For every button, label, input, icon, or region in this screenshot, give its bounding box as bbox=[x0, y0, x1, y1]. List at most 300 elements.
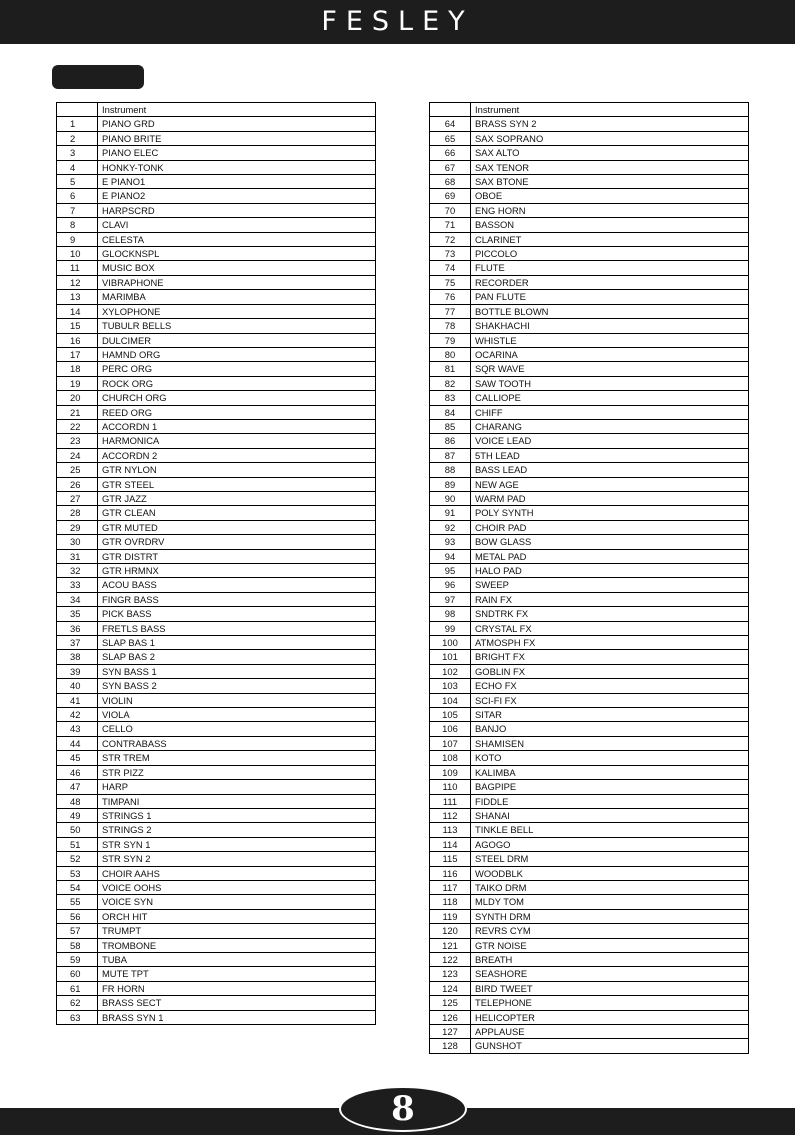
table-row bbox=[430, 117, 749, 131]
table-row bbox=[57, 837, 376, 851]
instrument-name: CHOIR PAD bbox=[471, 520, 749, 534]
instrument-number: 13 bbox=[57, 290, 98, 304]
table-row bbox=[430, 347, 749, 361]
instrument-number: 99 bbox=[430, 621, 471, 635]
instrument-number: 68 bbox=[430, 175, 471, 189]
table-row bbox=[430, 218, 749, 232]
table-row bbox=[430, 189, 749, 203]
table-row bbox=[430, 1039, 749, 1053]
instrument-name: CONTRABASS bbox=[98, 736, 376, 750]
table-row bbox=[430, 304, 749, 318]
instrument-name: ATMOSPH FX bbox=[471, 636, 749, 650]
table-row bbox=[57, 852, 376, 866]
instrument-name: GLOCKNSPL bbox=[98, 247, 376, 261]
instrument-name: CHIFF bbox=[471, 405, 749, 419]
instrument-number: 6 bbox=[57, 189, 98, 203]
instrument-number: 70 bbox=[430, 203, 471, 217]
instrument-number: 42 bbox=[57, 708, 98, 722]
instrument-number: 123 bbox=[430, 967, 471, 981]
table-row bbox=[430, 607, 749, 621]
instrument-number: 105 bbox=[430, 708, 471, 722]
instrument-number: 54 bbox=[57, 880, 98, 894]
table-row bbox=[430, 578, 749, 592]
instrument-number: 111 bbox=[430, 794, 471, 808]
table-row bbox=[430, 736, 749, 750]
table-row bbox=[430, 506, 749, 520]
instrument-name: FLUTE bbox=[471, 261, 749, 275]
instrument-name: MARIMBA bbox=[98, 290, 376, 304]
table-row bbox=[430, 247, 749, 261]
instrument-number: 9 bbox=[57, 232, 98, 246]
instrument-number: 122 bbox=[430, 952, 471, 966]
instrument-name: STRINGS 1 bbox=[98, 808, 376, 822]
instrument-number: 8 bbox=[57, 218, 98, 232]
instrument-name: CRYSTAL FX bbox=[471, 621, 749, 635]
instrument-name: CLAVI bbox=[98, 218, 376, 232]
instrument-name: ROCK ORG bbox=[98, 376, 376, 390]
instrument-number: 22 bbox=[57, 419, 98, 433]
table-row bbox=[57, 650, 376, 664]
instrument-name: GTR JAZZ bbox=[98, 491, 376, 505]
table-row bbox=[430, 203, 749, 217]
instrument-number: 77 bbox=[430, 304, 471, 318]
table-row bbox=[57, 333, 376, 347]
instrument-number: 98 bbox=[430, 607, 471, 621]
table-row bbox=[57, 477, 376, 491]
instrument-name: GTR CLEAN bbox=[98, 506, 376, 520]
instrument-number: 113 bbox=[430, 823, 471, 837]
instrument-name: VIOLIN bbox=[98, 693, 376, 707]
instrument-number: 106 bbox=[430, 722, 471, 736]
instrument-number: 124 bbox=[430, 981, 471, 995]
instrument-number: 90 bbox=[430, 491, 471, 505]
instrument-number: 86 bbox=[430, 434, 471, 448]
instrument-name: AGOGO bbox=[471, 837, 749, 851]
instrument-name: CELESTA bbox=[98, 232, 376, 246]
instrument-name: SYN BASS 2 bbox=[98, 679, 376, 693]
instrument-table-right bbox=[429, 102, 749, 1054]
instrument-name: TINKLE BELL bbox=[471, 823, 749, 837]
instrument-number: 19 bbox=[57, 376, 98, 390]
table-row bbox=[57, 218, 376, 232]
instrument-name: PIANO GRD bbox=[98, 117, 376, 131]
instrument-name: REVRS CYM bbox=[471, 924, 749, 938]
instrument-number: 60 bbox=[57, 967, 98, 981]
table-row bbox=[430, 491, 749, 505]
instrument-name: CALLIOPE bbox=[471, 391, 749, 405]
instrument-name: HELICOPTER bbox=[471, 1010, 749, 1024]
instrument-name: FINGR BASS bbox=[98, 592, 376, 606]
table-row bbox=[430, 261, 749, 275]
instrument-name: DULCIMER bbox=[98, 333, 376, 347]
instrument-name: CLARINET bbox=[471, 232, 749, 246]
instrument-number: 1 bbox=[57, 117, 98, 131]
instrument-number: 37 bbox=[57, 636, 98, 650]
instrument-number: 56 bbox=[57, 909, 98, 923]
instrument-number: 16 bbox=[57, 333, 98, 347]
instrument-number: 31 bbox=[57, 549, 98, 563]
instrument-name: APPLAUSE bbox=[471, 1025, 749, 1039]
table-row bbox=[430, 232, 749, 246]
instrument-name: GTR OVRDRV bbox=[98, 535, 376, 549]
instrument-name: 5TH LEAD bbox=[471, 448, 749, 462]
instrument-number: 104 bbox=[430, 693, 471, 707]
table-row bbox=[57, 549, 376, 563]
instrument-name: PICK BASS bbox=[98, 607, 376, 621]
table-row bbox=[430, 405, 749, 419]
instrument-name: VOICE LEAD bbox=[471, 434, 749, 448]
instrument-name: SITAR bbox=[471, 708, 749, 722]
instrument-name: SHAKHACHI bbox=[471, 319, 749, 333]
instrument-number: 18 bbox=[57, 362, 98, 376]
table-row bbox=[57, 679, 376, 693]
instrument-name: SYNTH DRM bbox=[471, 909, 749, 923]
table-row bbox=[430, 823, 749, 837]
instrument-number: 93 bbox=[430, 535, 471, 549]
instrument-number: 23 bbox=[57, 434, 98, 448]
instrument-number: 52 bbox=[57, 852, 98, 866]
table-row bbox=[430, 780, 749, 794]
instrument-number: 44 bbox=[57, 736, 98, 750]
instrument-number: 64 bbox=[430, 117, 471, 131]
instrument-name: MUTE TPT bbox=[98, 967, 376, 981]
instrument-number: 27 bbox=[57, 491, 98, 505]
instrument-number: 12 bbox=[57, 275, 98, 289]
instrument-number: 114 bbox=[430, 837, 471, 851]
instrument-name: CHARANG bbox=[471, 419, 749, 433]
table-row bbox=[57, 189, 376, 203]
table-row bbox=[430, 275, 749, 289]
instrument-number: 71 bbox=[430, 218, 471, 232]
instrument-number: 97 bbox=[430, 592, 471, 606]
instrument-name: XYLOPHONE bbox=[98, 304, 376, 318]
instrument-number: 80 bbox=[430, 347, 471, 361]
instrument-number: 125 bbox=[430, 996, 471, 1010]
instrument-number: 85 bbox=[430, 419, 471, 433]
instrument-name: OBOE bbox=[471, 189, 749, 203]
instrument-number: 45 bbox=[57, 751, 98, 765]
table-row bbox=[57, 405, 376, 419]
instrument-name: PIANO ELEC bbox=[98, 146, 376, 160]
table-row bbox=[57, 175, 376, 189]
instrument-name: GUNSHOT bbox=[471, 1039, 749, 1053]
instrument-name: PERC ORG bbox=[98, 362, 376, 376]
instrument-number: 43 bbox=[57, 722, 98, 736]
instrument-number: 4 bbox=[57, 160, 98, 174]
instrument-number: 62 bbox=[57, 996, 98, 1010]
instrument-name: STR TREM bbox=[98, 751, 376, 765]
instrument-name: BIRD TWEET bbox=[471, 981, 749, 995]
table-row bbox=[57, 708, 376, 722]
table-row bbox=[57, 780, 376, 794]
table-row bbox=[430, 1025, 749, 1039]
instrument-name: ACOU BASS bbox=[98, 578, 376, 592]
number-column-header bbox=[430, 103, 471, 117]
table-row bbox=[57, 664, 376, 678]
instrument-number: 78 bbox=[430, 319, 471, 333]
table-row bbox=[57, 693, 376, 707]
instrument-number: 69 bbox=[430, 189, 471, 203]
instrument-name: HONKY-TONK bbox=[98, 160, 376, 174]
instrument-name: E PIANO2 bbox=[98, 189, 376, 203]
table-row bbox=[57, 952, 376, 966]
instrument-number: 10 bbox=[57, 247, 98, 261]
instrument-name: SAX TENOR bbox=[471, 160, 749, 174]
instrument-name: VIBRAPHONE bbox=[98, 275, 376, 289]
instrument-name: VIOLA bbox=[98, 708, 376, 722]
brand-logo: FESLEY bbox=[321, 6, 474, 37]
instrument-number: 83 bbox=[430, 391, 471, 405]
instrument-name: TROMBONE bbox=[98, 938, 376, 952]
instrument-name: OCARINA bbox=[471, 347, 749, 361]
instrument-number: 121 bbox=[430, 938, 471, 952]
table-row bbox=[430, 924, 749, 938]
table-row bbox=[430, 981, 749, 995]
instrument-name: GTR MUTED bbox=[98, 520, 376, 534]
instrument-name: BOTTLE BLOWN bbox=[471, 304, 749, 318]
table-row bbox=[57, 636, 376, 650]
table-row bbox=[430, 895, 749, 909]
instrument-name: SLAP BAS 2 bbox=[98, 650, 376, 664]
table-row bbox=[57, 290, 376, 304]
section-tab bbox=[52, 65, 144, 89]
instrument-name: STR SYN 1 bbox=[98, 837, 376, 851]
instrument-number: 119 bbox=[430, 909, 471, 923]
table-row bbox=[57, 924, 376, 938]
table-row bbox=[430, 952, 749, 966]
table-row bbox=[430, 621, 749, 635]
table-row bbox=[57, 736, 376, 750]
instrument-name: HARMONICA bbox=[98, 434, 376, 448]
instrument-name: CELLO bbox=[98, 722, 376, 736]
table-row bbox=[430, 866, 749, 880]
table-row bbox=[57, 275, 376, 289]
instrument-number: 118 bbox=[430, 895, 471, 909]
table-row bbox=[430, 520, 749, 534]
instrument-number: 49 bbox=[57, 808, 98, 822]
instrument-name: ENG HORN bbox=[471, 203, 749, 217]
instrument-name: HALO PAD bbox=[471, 564, 749, 578]
instrument-name: TAIKO DRM bbox=[471, 880, 749, 894]
instrument-number: 2 bbox=[57, 131, 98, 145]
table-row bbox=[57, 117, 376, 131]
instrument-name: HARPSCRD bbox=[98, 203, 376, 217]
instrument-name: WHISTLE bbox=[471, 333, 749, 347]
table-row bbox=[430, 146, 749, 160]
table-row bbox=[57, 535, 376, 549]
table-row bbox=[57, 823, 376, 837]
instrument-name: PAN FLUTE bbox=[471, 290, 749, 304]
instrument-name: REED ORG bbox=[98, 405, 376, 419]
instrument-number: 91 bbox=[430, 506, 471, 520]
instrument-name: POLY SYNTH bbox=[471, 506, 749, 520]
instrument-name: TRUMPT bbox=[98, 924, 376, 938]
instrument-name: BRASS SECT bbox=[98, 996, 376, 1010]
instrument-number: 73 bbox=[430, 247, 471, 261]
table-header-row bbox=[57, 103, 376, 117]
table-row bbox=[57, 564, 376, 578]
table-row bbox=[57, 506, 376, 520]
table-row bbox=[57, 448, 376, 462]
instrument-column-header: Instrument bbox=[98, 103, 376, 117]
instrument-number: 34 bbox=[57, 592, 98, 606]
table-row bbox=[57, 808, 376, 822]
instrument-number: 36 bbox=[57, 621, 98, 635]
instrument-name: WOODBLK bbox=[471, 866, 749, 880]
table-row bbox=[430, 765, 749, 779]
instrument-number: 5 bbox=[57, 175, 98, 189]
instrument-name: STRINGS 2 bbox=[98, 823, 376, 837]
instrument-number: 95 bbox=[430, 564, 471, 578]
instrument-number: 96 bbox=[430, 578, 471, 592]
table-row bbox=[57, 304, 376, 318]
table-row bbox=[430, 319, 749, 333]
instrument-number: 33 bbox=[57, 578, 98, 592]
instrument-name: BRASS SYN 2 bbox=[471, 117, 749, 131]
instrument-number: 63 bbox=[57, 1010, 98, 1024]
instrument-number: 40 bbox=[57, 679, 98, 693]
instrument-name: GTR DISTRT bbox=[98, 549, 376, 563]
instrument-column-header: Instrument bbox=[471, 103, 749, 117]
table-header-row bbox=[430, 103, 749, 117]
instrument-number: 74 bbox=[430, 261, 471, 275]
table-row bbox=[57, 967, 376, 981]
instrument-name: GTR NOISE bbox=[471, 938, 749, 952]
table-row bbox=[57, 996, 376, 1010]
instrument-name: TUBA bbox=[98, 952, 376, 966]
instrument-number: 46 bbox=[57, 765, 98, 779]
table-row bbox=[57, 938, 376, 952]
instrument-number: 41 bbox=[57, 693, 98, 707]
instrument-number: 89 bbox=[430, 477, 471, 491]
table-row bbox=[57, 981, 376, 995]
instrument-name: ORCH HIT bbox=[98, 909, 376, 923]
instrument-name: SHAMISEN bbox=[471, 736, 749, 750]
table-row bbox=[57, 319, 376, 333]
instrument-name: STR SYN 2 bbox=[98, 852, 376, 866]
table-row bbox=[430, 1010, 749, 1024]
table-row bbox=[430, 996, 749, 1010]
instrument-name: BANJO bbox=[471, 722, 749, 736]
table-row bbox=[430, 131, 749, 145]
table-row bbox=[430, 592, 749, 606]
table-row bbox=[57, 607, 376, 621]
table-row bbox=[57, 621, 376, 635]
table-row bbox=[57, 261, 376, 275]
instrument-name: BASSON bbox=[471, 218, 749, 232]
instrument-name: PICCOLO bbox=[471, 247, 749, 261]
instrument-number: 48 bbox=[57, 794, 98, 808]
instrument-number: 100 bbox=[430, 636, 471, 650]
instrument-name: TIMPANI bbox=[98, 794, 376, 808]
instrument-name: BRIGHT FX bbox=[471, 650, 749, 664]
instrument-number: 21 bbox=[57, 405, 98, 419]
table-row bbox=[57, 146, 376, 160]
instrument-name: MLDY TOM bbox=[471, 895, 749, 909]
instrument-number: 17 bbox=[57, 347, 98, 361]
instrument-number: 14 bbox=[57, 304, 98, 318]
table-row bbox=[430, 477, 749, 491]
instrument-number: 107 bbox=[430, 736, 471, 750]
table-row bbox=[430, 362, 749, 376]
instrument-number: 50 bbox=[57, 823, 98, 837]
instrument-name: TUBULR BELLS bbox=[98, 319, 376, 333]
instrument-name: KALIMBA bbox=[471, 765, 749, 779]
instrument-name: SAW TOOTH bbox=[471, 376, 749, 390]
table-row bbox=[57, 362, 376, 376]
instrument-name: GOBLIN FX bbox=[471, 664, 749, 678]
instrument-name: STR PIZZ bbox=[98, 765, 376, 779]
instrument-name: BREATH bbox=[471, 952, 749, 966]
instrument-name: TELEPHONE bbox=[471, 996, 749, 1010]
instrument-number: 103 bbox=[430, 679, 471, 693]
instrument-name: SLAP BAS 1 bbox=[98, 636, 376, 650]
instrument-number: 51 bbox=[57, 837, 98, 851]
table-row bbox=[430, 880, 749, 894]
table-row bbox=[430, 419, 749, 433]
instrument-number: 109 bbox=[430, 765, 471, 779]
instrument-number: 108 bbox=[430, 751, 471, 765]
instrument-number: 47 bbox=[57, 780, 98, 794]
table-row bbox=[57, 722, 376, 736]
instrument-number: 55 bbox=[57, 895, 98, 909]
table-row bbox=[57, 376, 376, 390]
table-row bbox=[57, 419, 376, 433]
table-row bbox=[57, 491, 376, 505]
table-row bbox=[430, 650, 749, 664]
table-row bbox=[57, 434, 376, 448]
instrument-number: 28 bbox=[57, 506, 98, 520]
instrument-name: ECHO FX bbox=[471, 679, 749, 693]
instrument-number: 3 bbox=[57, 146, 98, 160]
table-row bbox=[430, 837, 749, 851]
instrument-name: RAIN FX bbox=[471, 592, 749, 606]
table-row bbox=[430, 434, 749, 448]
instrument-name: VOICE SYN bbox=[98, 895, 376, 909]
table-row bbox=[57, 203, 376, 217]
instrument-number: 26 bbox=[57, 477, 98, 491]
instrument-name: CHOIR AAHS bbox=[98, 866, 376, 880]
instrument-number: 87 bbox=[430, 448, 471, 462]
instrument-name: SCI-FI FX bbox=[471, 693, 749, 707]
table-row bbox=[430, 693, 749, 707]
instrument-name: SQR WAVE bbox=[471, 362, 749, 376]
instrument-name: RECORDER bbox=[471, 275, 749, 289]
instrument-name: FRETLS BASS bbox=[98, 621, 376, 635]
table-row bbox=[430, 967, 749, 981]
table-row bbox=[430, 852, 749, 866]
instrument-number: 61 bbox=[57, 981, 98, 995]
instrument-name: ACCORDN 2 bbox=[98, 448, 376, 462]
instrument-name: HARP bbox=[98, 780, 376, 794]
table-row bbox=[430, 808, 749, 822]
table-row bbox=[430, 535, 749, 549]
table-row bbox=[57, 131, 376, 145]
instrument-name: BOW GLASS bbox=[471, 535, 749, 549]
instrument-number: 102 bbox=[430, 664, 471, 678]
instrument-number: 92 bbox=[430, 520, 471, 534]
instrument-name: FIDDLE bbox=[471, 794, 749, 808]
instrument-number: 112 bbox=[430, 808, 471, 822]
instrument-number: 72 bbox=[430, 232, 471, 246]
instrument-number: 127 bbox=[430, 1025, 471, 1039]
instrument-number: 25 bbox=[57, 463, 98, 477]
instrument-table-left bbox=[56, 102, 376, 1025]
instrument-name: SHANAI bbox=[471, 808, 749, 822]
instrument-number: 24 bbox=[57, 448, 98, 462]
table-row bbox=[430, 549, 749, 563]
instrument-name: SEASHORE bbox=[471, 967, 749, 981]
